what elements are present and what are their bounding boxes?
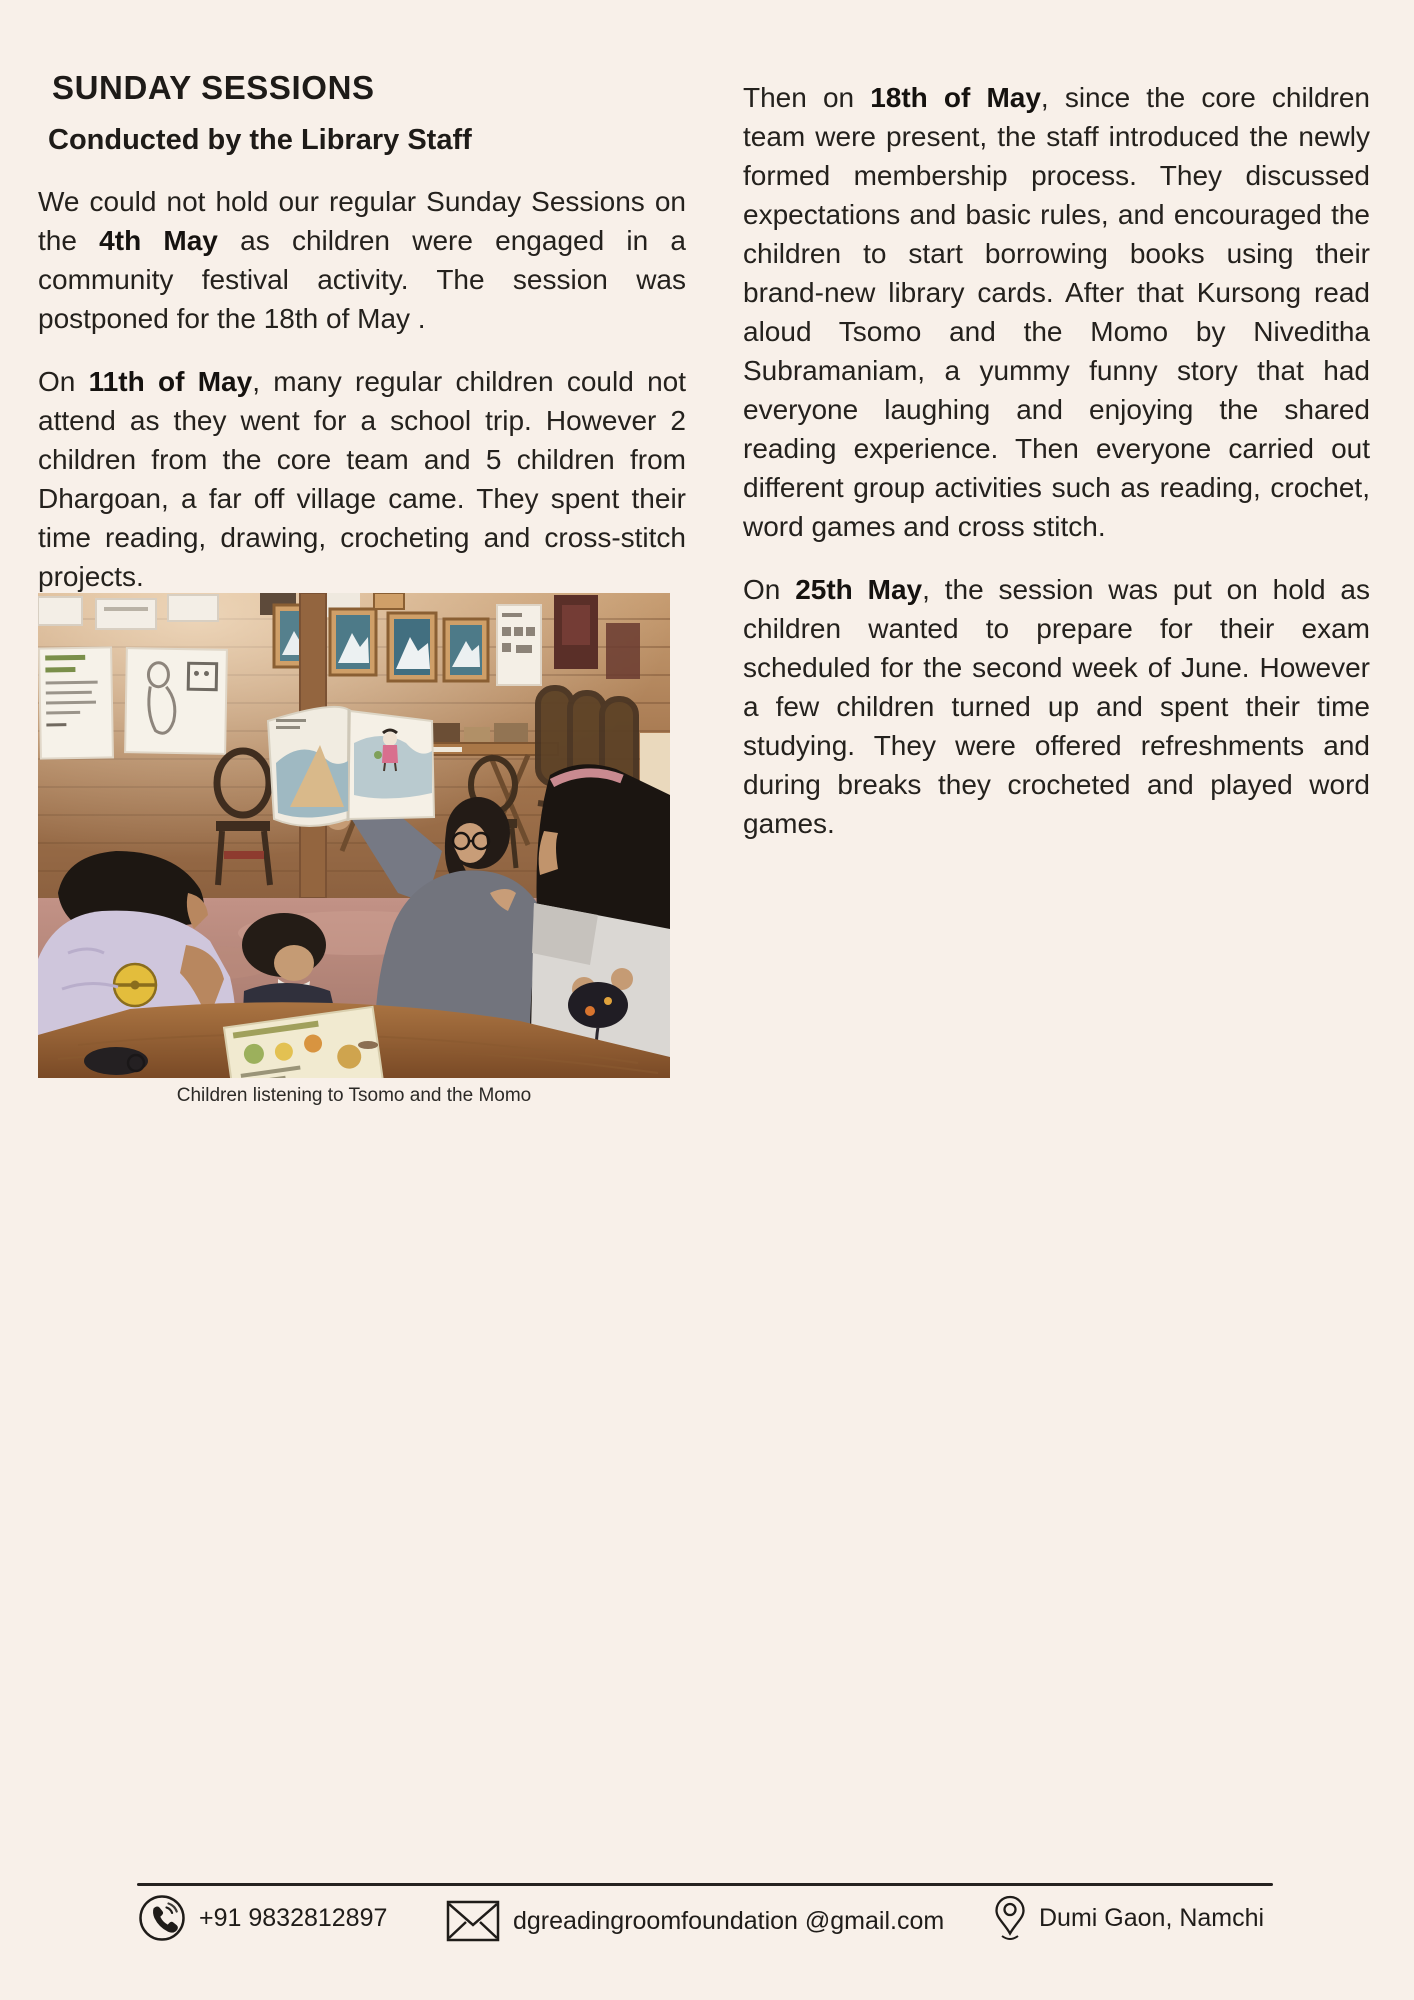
right-paragraph-2 <box>743 570 1370 843</box>
left-column <box>38 60 686 596</box>
bold-date-text: 4th May <box>99 225 218 256</box>
page-title: SUNDAY SESSIONS <box>52 69 375 106</box>
paragraph-text: On <box>743 574 796 605</box>
envelope-icon <box>445 1897 501 1945</box>
bold-date-text: 11th of May <box>88 366 253 397</box>
paragraph-text: Then on <box>743 82 871 113</box>
paragraph-text: as children were engaged in a community festival activity. The session was postponed for the 18th of May . <box>38 225 687 334</box>
paragraph-text: , since the core children team were present, the staff introduced the newly formed membership process. They discussed expectations and basic rules, and encouraged the children to start borrowing books using their brand-new library cards. After that Kursong read aloud Tsomo and the Momo by Niveditha Subramaniam, a yummy funny story that had everyone laughing and enjoying the shared reading experience. Then everyone carried out different group activities such as reading, crochet, word games and cross stitch. <box>743 82 1370 542</box>
paragraph-text: , many regular children could not attend as they went for a school trip. However 2 children from the core team and 5 children from Dhargoan, a far off village came. They spent their time reading, drawing, crocheting and cross-stitch projects. <box>38 366 687 592</box>
email-contact <box>445 1897 944 1945</box>
bold-date-text: 25th May <box>795 574 923 605</box>
session-photo-figure <box>38 593 670 1108</box>
session-photo-illustration <box>38 593 670 1078</box>
page-subtitle: Conducted by the Library Staff <box>48 124 472 156</box>
session-photo <box>38 593 670 1078</box>
paragraph-text: , the session was put on hold as children wanted to prepare for their exam scheduled for the second week of June. However a few children turned up and spent their time studying. They were offered refreshments and during breaks they crocheted and played word games. <box>743 574 1370 839</box>
left-paragraph-1 <box>38 182 686 338</box>
right-paragraph-1 <box>743 78 1370 546</box>
right-column <box>743 78 1370 843</box>
location-pin-icon <box>993 1894 1027 1942</box>
paragraph-text: We could not hold our regular Sunday Sessions on the <box>38 186 686 256</box>
bold-date-text: 18th of May <box>870 82 1041 113</box>
phone-contact <box>137 1893 387 1943</box>
paragraph-text: On <box>38 366 89 397</box>
phone-number: +91 9832812897 <box>199 1903 388 1932</box>
location-contact <box>993 1894 1264 1942</box>
footer-divider <box>137 1883 1273 1886</box>
phone-icon <box>137 1893 187 1943</box>
photo-caption: Children listening to Tsomo and the Momo <box>176 1085 532 1106</box>
left-paragraph-2 <box>38 362 686 596</box>
location-text: Dumi Gaon, Namchi <box>1039 1903 1265 1932</box>
email-address: dgreadingroomfoundation @gmail.com <box>513 1906 945 1935</box>
